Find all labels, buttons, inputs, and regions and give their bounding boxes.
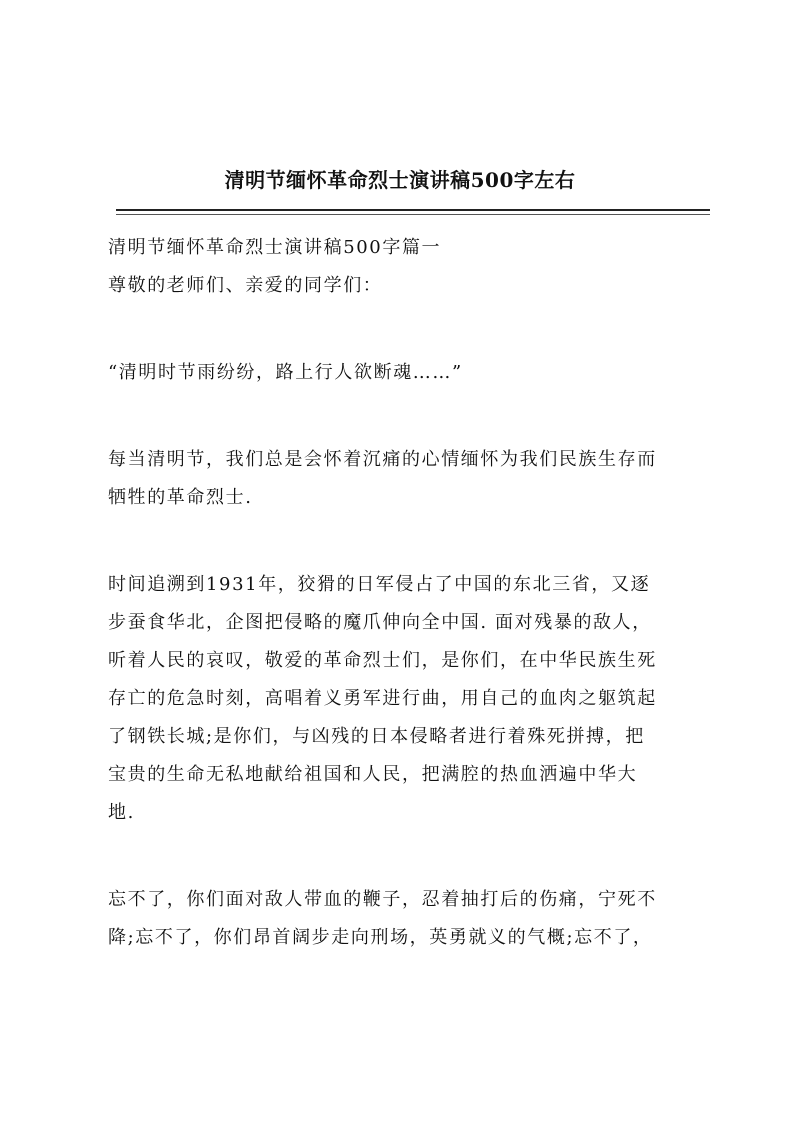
paragraph-line: 降;忘不了，你们昂首阔步走向刑场，英勇就义的气概;忘不了，: [108, 927, 653, 948]
subheading: 清明节缅怀革命烈士演讲稿500字篇一: [108, 237, 442, 258]
paragraph-line: 牺牲的革命烈士.: [108, 487, 253, 508]
paragraph-line: 宝贵的生命无私地献给祖国和人民，把满腔的热血洒遍中华大: [108, 764, 638, 785]
paragraph-line: 忘不了，你们面对敌人带血的鞭子，忍着抽打后的伤痛，宁死不: [108, 889, 657, 910]
paragraph-line: 了钢铁长城;是你们，与凶残的日本侵略者进行着殊死拼搏，把: [108, 726, 645, 747]
paragraph-line: 存亡的危急时刻，高唱着义勇军进行曲，用自己的血肉之躯筑起: [108, 688, 657, 709]
title-divider: [116, 209, 710, 215]
paragraph-line: 地.: [108, 802, 135, 823]
paragraph-line: 听着人民的哀叹，敬爱的革命烈士们，是你们，在中华民族生死: [108, 650, 657, 671]
document-body: [108, 229, 708, 957]
salutation: 尊敬的老师们、亲爱的同学们：: [108, 275, 383, 296]
paragraph-3: [108, 881, 708, 957]
document-title: 清明节缅怀革命烈士演讲稿500字左右: [224, 168, 576, 192]
paragraph-line: 每当清明节，我们总是会怀着沉痛的心情缅怀为我们民族生存而: [108, 449, 657, 470]
paragraph-2: [108, 566, 708, 832]
paragraph-line: 时间追溯到1931年，狡猾的日军侵占了中国的东北三省，又逐: [108, 574, 651, 595]
paragraph-1: [108, 441, 708, 517]
poem-quote: “清明时节雨纷纷，路上行人欲断魂……”: [108, 362, 463, 383]
paragraph-line: 步蚕食华北，企图把侵略的魔爪伸向全中国. 面对残暴的敌人，: [108, 612, 652, 633]
